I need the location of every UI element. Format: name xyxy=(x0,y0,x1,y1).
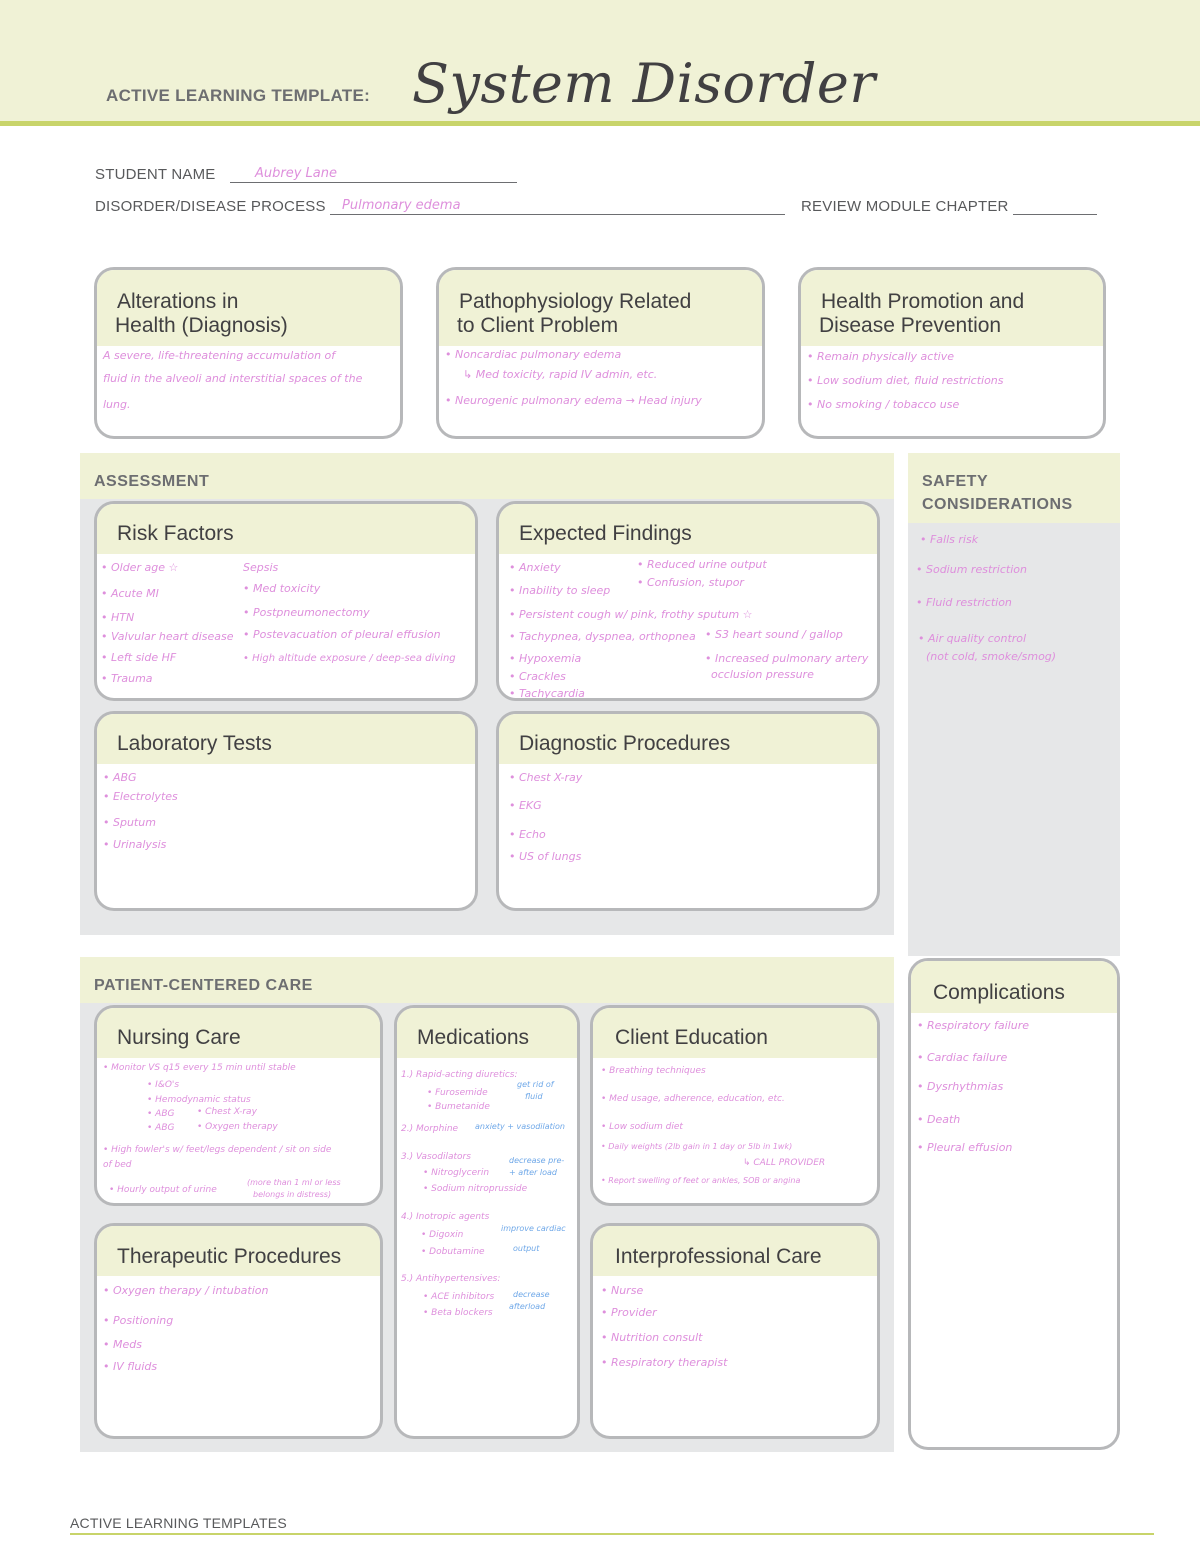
note: • Digoxin xyxy=(421,1230,464,1240)
nursing-care-title: Nursing Care xyxy=(117,1026,241,1049)
note: • Postpneumonectomy xyxy=(243,606,370,619)
note: A severe, life-threatening accumulation of xyxy=(103,349,336,362)
note: • Hemodynamic status xyxy=(147,1095,251,1105)
pathophysiology-title-2: to Client Problem xyxy=(457,314,619,337)
complications-head xyxy=(911,961,1117,1013)
note: 4.) Inotropic agents xyxy=(401,1212,490,1222)
note: fluid in the alveoli and interstitial spaces of the xyxy=(103,372,363,385)
lab-tests-title: Laboratory Tests xyxy=(117,732,272,755)
note: • Breathing techniques xyxy=(601,1066,706,1076)
disorder-line xyxy=(330,214,785,215)
note: • S3 heart sound / gallop xyxy=(705,628,843,641)
note: • Reduced urine output xyxy=(637,558,767,571)
note: • Beta blockers xyxy=(423,1308,493,1318)
note: • Valvular heart disease xyxy=(101,630,234,643)
note: • US of lungs xyxy=(509,850,582,863)
note: • Trauma xyxy=(101,672,153,685)
student-name-line xyxy=(230,182,517,183)
expected-findings-box xyxy=(496,501,880,701)
note: • Air quality control xyxy=(918,632,1027,645)
diagnostic-procedures-box xyxy=(496,711,880,911)
note: Sepsis xyxy=(243,561,279,574)
nursing-care-head xyxy=(97,1008,380,1058)
health-promotion-title-1: Health Promotion and xyxy=(821,290,1025,313)
health-promotion-head xyxy=(801,270,1103,346)
note: • No smoking / tobacco use xyxy=(807,398,960,411)
note: • Confusion, stupor xyxy=(637,576,744,589)
note: • Sputum xyxy=(103,816,156,829)
note: • Neurogenic pulmonary edema → Head injury xyxy=(445,394,702,407)
note: • Furosemide xyxy=(427,1088,488,1098)
expected-findings-title: Expected Findings xyxy=(519,522,692,545)
interprofessional-care-head xyxy=(593,1226,877,1276)
note: • Chest X-ray xyxy=(509,771,583,784)
patient-care-panel-head xyxy=(80,957,894,1003)
note: • Crackles xyxy=(509,670,566,683)
nursing-care-box xyxy=(94,1005,383,1206)
pathophysiology-box xyxy=(436,267,765,439)
note: • Increased pulmonary artery xyxy=(705,652,869,665)
lab-tests-head xyxy=(97,714,475,764)
template-label: ACTIVE LEARNING TEMPLATE: xyxy=(106,86,371,105)
assessment-panel-head xyxy=(80,453,894,499)
note: • Tachycardia xyxy=(509,687,585,700)
note: • ABG xyxy=(147,1123,175,1133)
note: • Oxygen therapy / intubation xyxy=(103,1284,269,1297)
note: • Remain physically active xyxy=(807,350,954,363)
note: • ABG xyxy=(103,771,137,784)
review-module-label: REVIEW MODULE CHAPTER xyxy=(801,198,1009,215)
interprofessional-care-title: Interprofessional Care xyxy=(615,1245,822,1268)
note: get rid of xyxy=(517,1080,554,1089)
therapeutic-procedures-head xyxy=(97,1226,380,1276)
note: • Bumetanide xyxy=(427,1102,490,1112)
alterations-box xyxy=(94,267,403,439)
note: • Postevacuation of pleural effusion xyxy=(243,628,441,641)
note: • Respiratory therapist xyxy=(601,1356,728,1369)
note: • Left side HF xyxy=(101,651,177,664)
interprofessional-care-box xyxy=(590,1223,880,1439)
note: • Report swelling of feet or ankles, SOB or angina xyxy=(601,1176,801,1185)
note: ↳ Med toxicity, rapid IV admin, etc. xyxy=(463,368,658,381)
note: • Falls risk xyxy=(920,533,979,546)
note: • Anxiety xyxy=(509,561,561,574)
alterations-title-2: Health (Diagnosis) xyxy=(115,314,288,337)
note: • Echo xyxy=(509,828,546,841)
health-promotion-title-2: Disease Prevention xyxy=(819,314,1002,337)
note: • Dobutamine xyxy=(421,1247,485,1257)
note: 3.) Vasodilators xyxy=(401,1152,471,1162)
note: • Urinalysis xyxy=(103,838,167,851)
client-education-box xyxy=(590,1005,880,1206)
note: • Chest X-ray xyxy=(197,1107,257,1117)
alterations-title-1: Alterations in xyxy=(117,290,239,313)
note: + after load xyxy=(509,1168,557,1177)
note: • I&O's xyxy=(147,1080,180,1090)
note: • Electrolytes xyxy=(103,790,178,803)
alterations-head xyxy=(97,270,400,346)
note: of bed xyxy=(103,1160,132,1170)
note: • ACE inhibitors xyxy=(423,1292,495,1302)
note: • Death xyxy=(917,1113,961,1126)
pathophysiology-head xyxy=(439,270,762,346)
risk-factors-box xyxy=(94,501,478,701)
footer-label: ACTIVE LEARNING TEMPLATES xyxy=(70,1515,287,1531)
note: • EKG xyxy=(509,799,542,812)
note: • Persistent cough w/ pink, frothy sputum ☆ xyxy=(509,608,753,621)
note: • Provider xyxy=(601,1306,657,1319)
expected-findings-head xyxy=(499,504,877,554)
note: afterload xyxy=(509,1302,546,1311)
note: • Sodium restriction xyxy=(916,563,1027,576)
disorder-label: DISORDER/DISEASE PROCESS xyxy=(95,198,326,215)
note: • Dysrhythmias xyxy=(917,1080,1004,1093)
note: • Inability to sleep xyxy=(509,584,611,597)
note: decrease xyxy=(513,1290,550,1299)
note: • Noncardiac pulmonary edema xyxy=(445,348,622,361)
student-name-field[interactable]: Aubrey Lane xyxy=(255,166,337,181)
lab-tests-box xyxy=(94,711,478,911)
assessment-title: ASSESSMENT xyxy=(94,473,210,490)
note: • ABG xyxy=(147,1109,175,1119)
note: improve cardiac xyxy=(501,1224,566,1233)
note: • Respiratory failure xyxy=(917,1019,1029,1032)
disorder-field[interactable]: Pulmonary edema xyxy=(342,198,461,213)
note: • Older age ☆ xyxy=(101,561,179,574)
note: • Low sodium diet, fluid restrictions xyxy=(807,374,1004,387)
note: • Low sodium diet xyxy=(601,1122,683,1132)
pathophysiology-title-1: Pathophysiology Related xyxy=(459,290,692,313)
note: • Fluid restriction xyxy=(916,596,1012,609)
safety-panel xyxy=(908,453,1120,956)
note: • Pleural effusion xyxy=(917,1141,1013,1154)
note: • Tachypnea, dyspnea, orthopnea xyxy=(509,630,696,643)
note: • Monitor VS q15 every 15 min until stable xyxy=(103,1063,296,1073)
note: output xyxy=(513,1244,540,1253)
client-education-head xyxy=(593,1008,877,1058)
note: • Meds xyxy=(103,1338,142,1351)
medications-head xyxy=(397,1008,577,1058)
medications-box xyxy=(394,1005,580,1439)
complications-title: Complications xyxy=(933,981,1065,1004)
note: ↳ CALL PROVIDER xyxy=(743,1158,826,1168)
therapeutic-procedures-title: Therapeutic Procedures xyxy=(117,1245,342,1268)
patient-care-title: PATIENT-CENTERED CARE xyxy=(94,977,313,994)
student-name-label: STUDENT NAME xyxy=(95,166,216,183)
review-module-line xyxy=(1013,214,1097,215)
header-rule xyxy=(0,121,1200,126)
note: • High fowler's w/ feet/legs dependent / sit on side xyxy=(103,1145,332,1155)
note: • Daily weights (2lb gain in 1 day or 5lb in 1wk) xyxy=(601,1142,793,1151)
diagnostic-procedures-head xyxy=(499,714,877,764)
client-education-title: Client Education xyxy=(615,1026,768,1049)
diagnostic-procedures-title: Diagnostic Procedures xyxy=(519,732,731,755)
note: • HTN xyxy=(101,611,135,624)
therapeutic-procedures-box xyxy=(94,1223,383,1439)
note: 5.) Antihypertensives: xyxy=(401,1274,501,1284)
safety-title-1: SAFETY xyxy=(922,473,989,490)
health-promotion-box xyxy=(798,267,1106,439)
note: • IV fluids xyxy=(103,1360,158,1373)
note: anxiety + vasodilation xyxy=(475,1122,565,1131)
note: 1.) Rapid-acting diuretics: xyxy=(401,1070,518,1080)
note: belongs in distress) xyxy=(253,1190,332,1199)
note: • Med usage, adherence, education, etc. xyxy=(601,1094,785,1104)
risk-factors-head xyxy=(97,504,475,554)
note: • Med toxicity xyxy=(243,582,321,595)
note: • Nutrition consult xyxy=(601,1331,703,1344)
complications-box xyxy=(908,958,1120,1450)
page-title: System Disorder xyxy=(412,52,876,115)
note: • Hypoxemia xyxy=(509,652,582,665)
note: occlusion pressure xyxy=(711,668,814,681)
note: lung. xyxy=(103,398,131,411)
note: • Oxygen therapy xyxy=(197,1122,278,1132)
note: • Nitroglycerin xyxy=(423,1168,490,1178)
safety-title-2: CONSIDERATIONS xyxy=(922,496,1073,513)
note: • Acute MI xyxy=(101,587,159,600)
footer-rule xyxy=(70,1533,1154,1535)
note: decrease pre- xyxy=(509,1156,565,1165)
note: • Positioning xyxy=(103,1314,174,1327)
note: • High altitude exposure / deep-sea diving xyxy=(243,653,456,664)
medications-title: Medications xyxy=(417,1026,530,1049)
note: • Hourly output of urine xyxy=(109,1185,217,1195)
note: • Sodium nitroprusside xyxy=(423,1184,528,1194)
note: (more than 1 ml or less xyxy=(247,1178,341,1187)
note: (not cold, smoke/smog) xyxy=(926,650,1057,663)
note: 2.) Morphine xyxy=(401,1124,459,1134)
note: fluid xyxy=(525,1092,543,1101)
note: • Cardiac failure xyxy=(917,1051,1008,1064)
risk-factors-title: Risk Factors xyxy=(117,522,234,545)
note: • Nurse xyxy=(601,1284,644,1297)
safety-panel-head xyxy=(908,453,1120,523)
